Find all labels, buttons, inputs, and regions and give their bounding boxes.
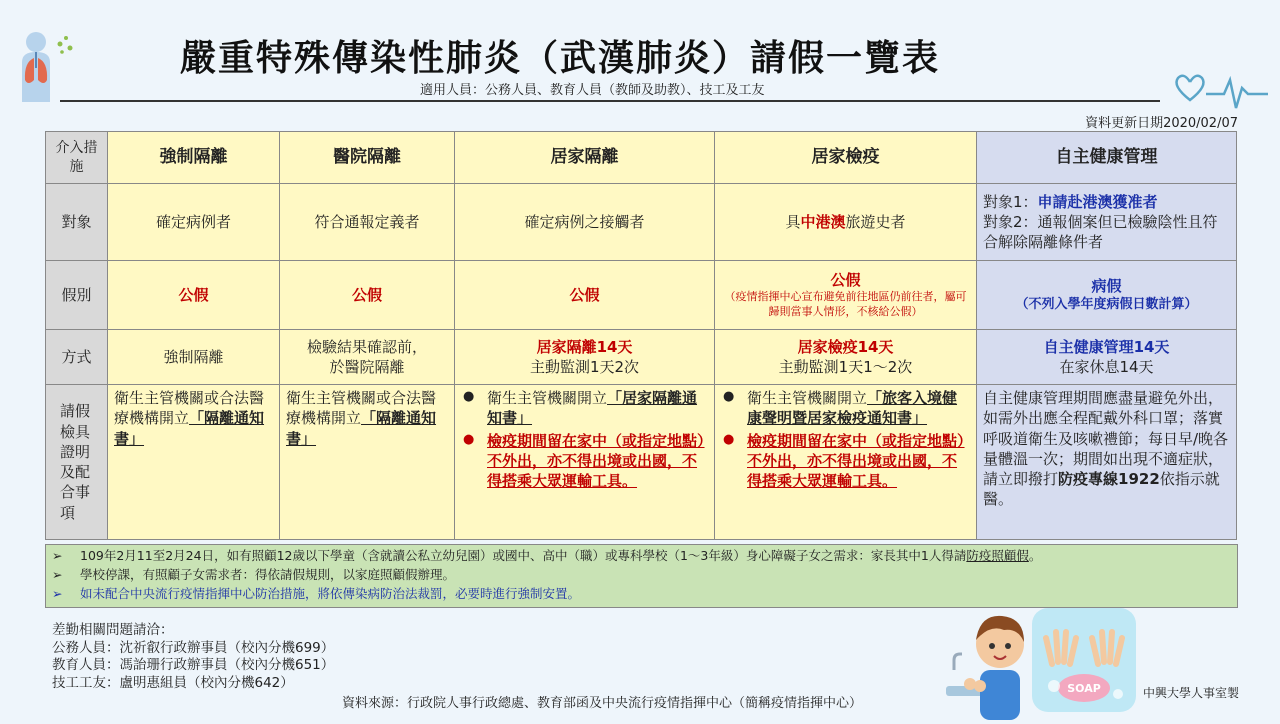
docs-text: 衛生主管機關開立 [747, 389, 868, 407]
method-cell [715, 330, 977, 385]
method-text: 在家休息14天 [1059, 358, 1154, 376]
method-duration: 居家隔離14天 [536, 337, 633, 356]
target-cell: 符合通報定義者 [280, 184, 455, 261]
leave-cell [715, 261, 977, 330]
update-date: 資料更新日期2020/02/07 [1085, 116, 1238, 131]
hotline-text: 防疫專線1922 [1058, 470, 1160, 488]
docs-cell [715, 385, 977, 540]
leave-note: （疫情指揮中心宣布避免前往地區仍前往者，屬可歸則當事人情形，不核給公假） [724, 290, 967, 319]
docs-document-name: 「隔離通知書」 [114, 409, 265, 448]
list-item: ● 檢疫期間留在家中（或指定地點）不外出，亦不得出境或出國，不得搭乘大眾運輸工具。 [747, 431, 970, 492]
note-item: ➢ 如未配合中央流行疫情指揮中心防治措施，將依傳染病防治法裁罰，必要時進行強制安置。 [52, 585, 1231, 604]
contact-line: 公務人員：沈祈叡行政辦事員（校內分機699） [52, 639, 335, 656]
note-item: ➢ 學校停課，有照顧子女需求者：得依請假規則，以家庭照顧假辦理。 [52, 566, 1231, 585]
target-cell: 確定病例之接觸者 [455, 184, 715, 261]
docs-list [721, 388, 970, 491]
target-text: 對象2：通報個案但已檢驗陰性且符合解除隔離條件者 [983, 212, 1218, 252]
leave-cell [977, 261, 1237, 330]
heart-pulse-icon [1170, 64, 1270, 118]
target-highlight: 申請赴港澳獲准者 [1037, 192, 1158, 211]
table-header-row [46, 132, 1237, 184]
target-highlight: 中港澳 [800, 212, 846, 231]
notes-box [45, 544, 1238, 608]
leave-table [45, 131, 1237, 540]
note-highlight: 防疫照顧假 [966, 548, 1029, 563]
row-label-target: 對象 [46, 184, 108, 261]
soap-hands-illustration [1032, 608, 1136, 716]
table-row-method [46, 330, 1237, 385]
list-item: ● 檢疫期間留在家中（或指定地點）不外出，亦不得出境或出國，不得搭乘大眾運輸工具。 [487, 431, 708, 492]
col-header-home-quarantine: 居家檢疫 [715, 132, 977, 184]
method-cell [280, 330, 455, 385]
docs-document-name: 「隔離通知書」 [286, 409, 437, 448]
col-header-hospital-isolation: 醫院隔離 [280, 132, 455, 184]
col-header-self-health-management: 自主健康管理 [977, 132, 1237, 184]
contact-heading: 差勤相關問題請洽： [52, 622, 174, 638]
method-cell: 強制隔離 [108, 330, 280, 385]
corner-cell: 介入措施 [46, 132, 108, 184]
col-header-mandatory-isolation: 強制隔離 [108, 132, 280, 184]
method-text: 於醫院隔離 [329, 358, 405, 376]
note-text: 。 [1028, 548, 1042, 563]
table-row-documents [46, 385, 1237, 540]
target-text: 對象1： [983, 192, 1038, 211]
target-cell: 確定病例者 [108, 184, 280, 261]
method-text: 主動監測1天1～2次 [778, 358, 913, 376]
target-cell [977, 184, 1237, 261]
row-label-leave-type: 假別 [46, 261, 108, 330]
note-item [52, 547, 1231, 566]
method-duration: 居家檢疫14天 [797, 337, 894, 356]
docs-text: 衛生主管機關開立 [487, 389, 608, 407]
table-row-leave-type [46, 261, 1237, 330]
docs-cell [455, 385, 715, 540]
target-cell [715, 184, 977, 261]
method-duration: 自主健康管理14天 [1043, 337, 1170, 356]
method-text: 主動監測1天2次 [529, 358, 640, 376]
leave-type-text: 公假 [830, 271, 861, 290]
method-cell [455, 330, 715, 385]
docs-text: 依指示就醫。 [983, 470, 1220, 509]
leave-cell: 公假 [108, 261, 280, 330]
docs-document-name: 「居家隔離通知書」 [487, 389, 698, 428]
contact-line: 技工工友：盧明惠組員（校內分機642） [52, 674, 294, 691]
docs-document-name: 「旅客入境健康聲明暨居家檢疫通知書」 [747, 389, 958, 428]
method-cell [977, 330, 1237, 385]
col-header-home-isolation: 居家隔離 [455, 132, 715, 184]
target-text: 旅遊史者 [845, 212, 906, 231]
contact-info [52, 622, 334, 692]
lungs-illustration [14, 28, 78, 106]
method-text: 檢驗結果確認前， [306, 337, 427, 356]
title-divider [60, 100, 1160, 102]
docs-text: 衛生主管機關或合法醫療機構開立 [286, 389, 437, 428]
table-row-target [46, 184, 1237, 261]
docs-text: 衛生主管機關或合法醫療機構開立 [114, 389, 265, 428]
leave-note: （不列入學年度病假日數計算） [1015, 297, 1198, 313]
list-item [487, 388, 708, 429]
docs-text: 自主健康管理期間應盡量避免外出，如需外出應全程配戴外科口罩；落實呼吸道衛生及咳嗽禮節；每日早/晚各量體溫一次；期間如出現不適症狀，請立即撥打 [983, 389, 1229, 488]
leave-cell: 公假 [455, 261, 715, 330]
handwashing-kid-illustration [940, 600, 1030, 724]
data-source: 資料來源：行政院人事行政總處、教育部函及中央流行疫情指揮中心（簡稱疫情指揮中心） [342, 696, 863, 711]
page-subtitle: 適用人員：公務人員、教育人員（教師及助教）、技工及工友 [420, 83, 765, 98]
author-credit: 中興大學人事室製 [1143, 686, 1240, 700]
target-text: 具 [785, 212, 801, 231]
page-title: 嚴重特殊傳染性肺炎（武漢肺炎）請假一覽表 [180, 38, 941, 79]
docs-cell [280, 385, 455, 540]
row-label-method: 方式 [46, 330, 108, 385]
docs-cell [977, 385, 1237, 540]
leave-type-text: 病假 [1091, 277, 1122, 296]
docs-cell [108, 385, 280, 540]
soap-label: SOAP [1067, 682, 1101, 695]
row-label-documents: 請假檢具證明及配合事項 [46, 385, 108, 540]
note-text: 109年2月11至2月24日，如有照顧12歲以下學童（含就讀公私立幼兒園）或國中、高中（職）或專科學校（1～3年級）身心障礙子女之需求：家長其中1人得請 [80, 548, 967, 563]
contact-line: 教育人員：馮詒珊行政辦事員（校內分機651） [52, 657, 335, 674]
leave-cell: 公假 [280, 261, 455, 330]
docs-list [461, 388, 708, 491]
list-item [747, 388, 970, 429]
